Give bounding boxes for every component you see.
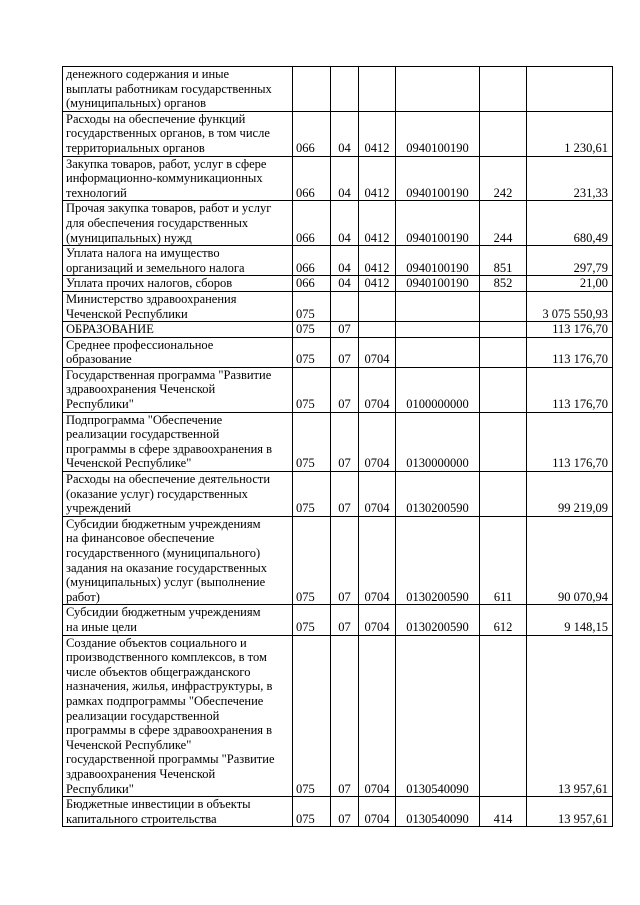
cell-amount: 113 176,70	[527, 412, 613, 471]
cell-expense-type	[480, 67, 527, 112]
cell-ministry-code: 066	[293, 111, 331, 156]
cell-subsection-code: 0412	[359, 246, 396, 276]
cell-expense-type	[480, 635, 527, 797]
cell-section-code: 04	[331, 246, 359, 276]
cell-amount: 3 075 550,93	[527, 291, 613, 321]
table-row	[63, 111, 613, 156]
cell-subsection-code	[359, 291, 396, 321]
cell-expense-type: 612	[480, 605, 527, 635]
cell-target-article: 0100000000	[396, 367, 480, 412]
cell-expense-type	[480, 322, 527, 338]
cell-subsection-code: 0704	[359, 412, 396, 471]
cell-target-article	[396, 322, 480, 338]
cell-amount: 113 176,70	[527, 337, 613, 367]
cell-section-code: 04	[331, 276, 359, 292]
cell-target-article: 0130200590	[396, 516, 480, 605]
table-row	[63, 516, 613, 605]
cell-section-code: 04	[331, 156, 359, 201]
cell-name: ОБРАЗОВАНИЕ	[63, 322, 293, 338]
cell-ministry-code: 075	[293, 635, 331, 797]
cell-name: Расходы на обеспечение функций государственных органов, в том числе территориальных органов	[63, 111, 293, 156]
cell-amount: 13 957,61	[527, 635, 613, 797]
cell-section-code: 07	[331, 797, 359, 827]
cell-target-article: 0130000000	[396, 412, 480, 471]
cell-section-code: 07	[331, 367, 359, 412]
cell-target-article: 0940100190	[396, 276, 480, 292]
cell-subsection-code: 0704	[359, 797, 396, 827]
cell-name: Среднее профессиональное образование	[63, 337, 293, 367]
cell-subsection-code: 0704	[359, 367, 396, 412]
cell-section-code: 04	[331, 111, 359, 156]
cell-target-article: 0940100190	[396, 201, 480, 246]
table-row	[63, 337, 613, 367]
table-row	[63, 246, 613, 276]
cell-ministry-code	[293, 67, 331, 112]
cell-target-article: 0940100190	[396, 111, 480, 156]
cell-name: Подпрограмма "Обеспечение реализации государственной программы в сфере здравоохранения в Чеченской Республике"	[63, 412, 293, 471]
table-row	[63, 322, 613, 338]
cell-section-code: 04	[331, 201, 359, 246]
cell-amount: 297,79	[527, 246, 613, 276]
cell-section-code: 07	[331, 412, 359, 471]
cell-name: Расходы на обеспечение деятельности (оказание услуг) государственных учреждений	[63, 472, 293, 517]
cell-amount	[527, 67, 613, 112]
cell-target-article	[396, 67, 480, 112]
cell-expense-type	[480, 291, 527, 321]
cell-name: Бюджетные инвестиции в объекты капитального строительства	[63, 797, 293, 827]
cell-target-article: 0940100190	[396, 246, 480, 276]
table-row	[63, 67, 613, 112]
cell-target-article: 0130540090	[396, 797, 480, 827]
cell-ministry-code: 075	[293, 322, 331, 338]
table-row	[63, 156, 613, 201]
cell-expense-type: 244	[480, 201, 527, 246]
cell-ministry-code: 075	[293, 412, 331, 471]
cell-subsection-code	[359, 322, 396, 338]
cell-target-article: 0940100190	[396, 156, 480, 201]
cell-expense-type	[480, 412, 527, 471]
cell-ministry-code: 066	[293, 276, 331, 292]
cell-amount: 113 176,70	[527, 322, 613, 338]
cell-name: Министерство здравоохранения Чеченской Республики	[63, 291, 293, 321]
cell-name: Уплата прочих налогов, сборов	[63, 276, 293, 292]
table-body	[63, 67, 613, 827]
cell-target-article: 0130540090	[396, 635, 480, 797]
cell-expense-type	[480, 111, 527, 156]
cell-section-code: 07	[331, 605, 359, 635]
table-row	[63, 605, 613, 635]
cell-ministry-code: 075	[293, 291, 331, 321]
table-row	[63, 635, 613, 797]
cell-section-code: 07	[331, 516, 359, 605]
cell-target-article	[396, 337, 480, 367]
cell-expense-type: 414	[480, 797, 527, 827]
cell-amount: 231,33	[527, 156, 613, 201]
cell-section-code	[331, 67, 359, 112]
cell-subsection-code: 0412	[359, 201, 396, 246]
cell-section-code: 07	[331, 337, 359, 367]
cell-amount: 9 148,15	[527, 605, 613, 635]
cell-ministry-code: 075	[293, 367, 331, 412]
cell-name: Уплата налога на имущество организаций и земельного налога	[63, 246, 293, 276]
cell-ministry-code: 066	[293, 246, 331, 276]
cell-name: Субсидии бюджетным учреждениям на иные цели	[63, 605, 293, 635]
cell-expense-type	[480, 367, 527, 412]
cell-subsection-code: 0704	[359, 516, 396, 605]
cell-subsection-code: 0412	[359, 156, 396, 201]
cell-subsection-code: 0412	[359, 111, 396, 156]
cell-ministry-code: 075	[293, 605, 331, 635]
cell-ministry-code: 075	[293, 472, 331, 517]
cell-ministry-code: 075	[293, 797, 331, 827]
cell-subsection-code: 0704	[359, 635, 396, 797]
budget-table	[62, 66, 613, 827]
cell-name: Закупка товаров, работ, услуг в сфере информационно-коммуникационных технологий	[63, 156, 293, 201]
cell-ministry-code: 066	[293, 156, 331, 201]
cell-subsection-code: 0704	[359, 605, 396, 635]
cell-amount: 1 230,61	[527, 111, 613, 156]
cell-expense-type: 852	[480, 276, 527, 292]
cell-ministry-code: 075	[293, 337, 331, 367]
cell-section-code: 07	[331, 635, 359, 797]
cell-name: Субсидии бюджетным учреждениям на финансовое обеспечение государственного (муниципального) задания на оказание государственных (муниципальных) услуг (выполнение работ)	[63, 516, 293, 605]
cell-name: денежного содержания и иные выплаты работникам государственных (муниципальных) органов	[63, 67, 293, 112]
cell-ministry-code: 075	[293, 516, 331, 605]
table-row	[63, 276, 613, 292]
cell-section-code: 07	[331, 322, 359, 338]
cell-expense-type: 611	[480, 516, 527, 605]
cell-section-code: 07	[331, 472, 359, 517]
cell-amount: 99 219,09	[527, 472, 613, 517]
table-row	[63, 412, 613, 471]
cell-amount: 113 176,70	[527, 367, 613, 412]
table-row	[63, 291, 613, 321]
table-row	[63, 367, 613, 412]
cell-name: Прочая закупка товаров, работ и услуг для обеспечения государственных (муниципальных) нужд	[63, 201, 293, 246]
cell-amount: 90 070,94	[527, 516, 613, 605]
cell-subsection-code: 0704	[359, 472, 396, 517]
cell-name: Создание объектов социального и производственного комплексов, в том числе объектов общегражданского назначения, жилья, инфраструктуры, в рамках подпрограммы "Обеспечение реализации государственной программы в сфере здравоохранения в Чеченской Республике" государственной программы "Развитие здравоохранения Чеченской Республики"	[63, 635, 293, 797]
cell-target-article: 0130200590	[396, 605, 480, 635]
cell-expense-type: 242	[480, 156, 527, 201]
cell-amount: 13 957,61	[527, 797, 613, 827]
cell-name: Государственная программа "Развитие здравоохранения Чеченской Республики"	[63, 367, 293, 412]
table-row	[63, 797, 613, 827]
cell-target-article: 0130200590	[396, 472, 480, 517]
cell-subsection-code: 0412	[359, 276, 396, 292]
cell-section-code	[331, 291, 359, 321]
cell-expense-type	[480, 337, 527, 367]
table-row	[63, 201, 613, 246]
cell-target-article	[396, 291, 480, 321]
cell-expense-type	[480, 472, 527, 517]
cell-amount: 21,00	[527, 276, 613, 292]
cell-subsection-code	[359, 67, 396, 112]
cell-ministry-code: 066	[293, 201, 331, 246]
cell-amount: 680,49	[527, 201, 613, 246]
cell-subsection-code: 0704	[359, 337, 396, 367]
cell-expense-type: 851	[480, 246, 527, 276]
table-row	[63, 472, 613, 517]
